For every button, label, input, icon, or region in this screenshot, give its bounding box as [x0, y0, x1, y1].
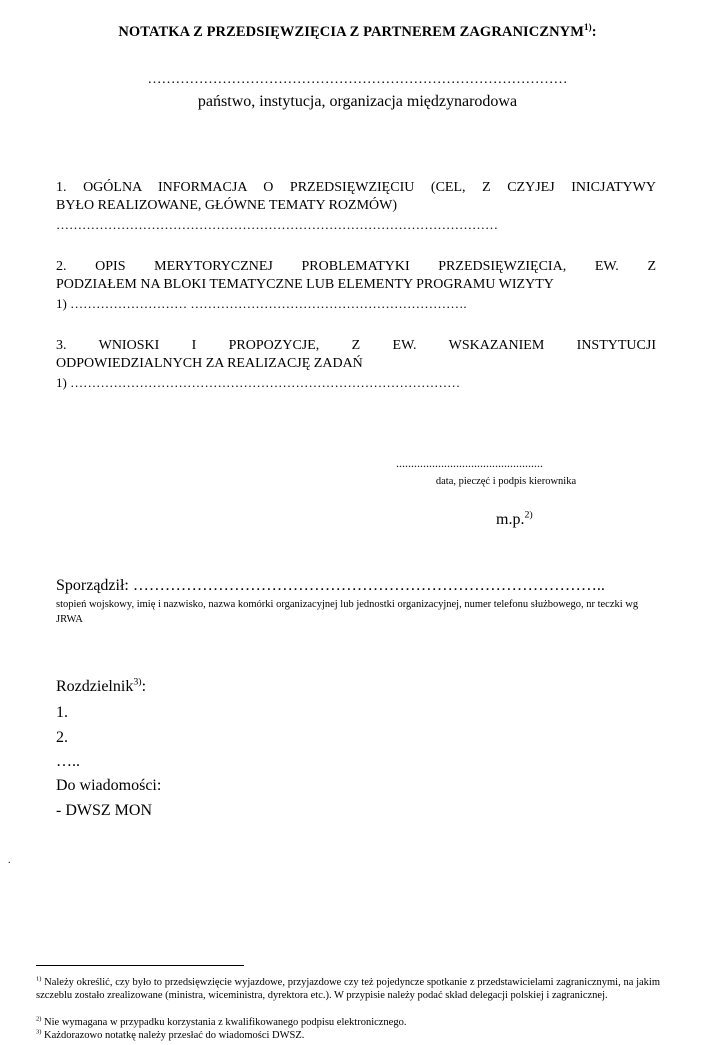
footnote-ref-1[interactable]: 1): [584, 22, 592, 33]
footnote-separator: [36, 965, 244, 966]
document-title-text: NOTATKA Z PRZEDSIĘWZIĘCIA Z PARTNEREM ZAGRANICZNYM: [118, 24, 585, 40]
footnote-ref-3[interactable]: 3): [133, 676, 142, 688]
distribution-item: …..: [56, 753, 80, 770]
distribution-item: 1.: [56, 704, 68, 721]
distribution-item: 2.: [56, 729, 68, 746]
signature-fill-line[interactable]: .................................................: [396, 456, 543, 470]
footnote-1: [36, 976, 660, 1002]
footnote-ref-2[interactable]: 2): [524, 509, 533, 521]
stamp-mark: [496, 511, 533, 529]
section-2-heading-line-2: PODZIAŁEM NA BLOKI TEMATYCZNE LUB ELEMENTY PROGRAMU WIZYTY: [56, 277, 554, 292]
footnote-1-text: Należy określić, czy było to przedsięwzięcie wyjazdowe, przyjazdowe czy też pojedyncze spotkanie z przedstawicielami zagranicznymi, na jakim szczeblu zostało zrealizowane (ministra, wiceministra, dyrektora etc.). W przypisie należy podać skład delegacji polskiej i zagranicznej.: [36, 977, 660, 1001]
section-2-fill-line[interactable]: 1) ……………………… ……………………………………………………….: [56, 296, 467, 311]
footnote-3: [36, 1029, 660, 1042]
section-3-heading-line-2: ODPOWIEDZIALNYCH ZA REALIZACJĘ ZADAŃ: [56, 356, 363, 371]
section-2-heading-line-1: 2. OPIS MERYTORYCZNEJ PROBLEMATYKI PRZEDSIĘWZIĘCIA, EW. Z: [56, 259, 656, 274]
margin-mark: .: [8, 855, 11, 866]
footnote-2-mark: 2): [36, 1015, 42, 1023]
section-1-heading-line-2: BYŁO REALIZOWANE, GŁÓWNE TEMATY ROZMÓW): [56, 198, 398, 213]
partner-label: państwo, instytucja, organizacja międzynarodowa: [197, 93, 518, 110]
footnote-2: [36, 1016, 660, 1029]
distribution-heading-colon: :: [141, 678, 147, 695]
stamp-mark-text: m.p.: [496, 511, 525, 528]
section-1-fill-line[interactable]: …………………………………………………………………………………………: [56, 217, 498, 232]
partner-fill-line[interactable]: ………………………………………………………………………………: [147, 72, 568, 87]
distribution-heading: [56, 678, 146, 696]
section-3-fill-line[interactable]: 1) ………………………………………………………………………………: [56, 375, 461, 390]
section-1-heading-line-1: 1. OGÓLNA INFORMACJA O PRZEDSIĘWZIĘCIU (CEL, Z CZYJEJ INICJATYWY: [56, 180, 656, 195]
signature-label: data, pieczęć i podpis kierownika: [435, 476, 577, 487]
prepared-by-fill[interactable]: ……………………………………………………………………………..: [132, 577, 605, 594]
footnote-1-mark: 1): [36, 975, 42, 983]
footnote-3-text: Każdorazowo notatkę należy przesłać do wiadomości DWSZ.: [41, 1030, 305, 1041]
prepared-by-description: stopień wojskowy, imię i nazwisko, nazwa komórki organizacyjnej lub jednostki organizacyjnej, numer telefonu służbowego, nr teczki wg JRWA: [56, 599, 639, 625]
for-information-item: - DWSZ MON: [56, 802, 152, 819]
prepared-by-line: [56, 577, 676, 595]
document-title-colon: :: [591, 24, 597, 40]
for-information-label: Do wiadomości:: [56, 777, 162, 794]
distribution-heading-text: Rozdzielnik: [56, 678, 134, 695]
footnote-3-mark: 3): [36, 1028, 42, 1036]
footnote-2-text: Nie wymagana w przypadku korzystania z kwalifikowanego podpisu elektronicznego.: [41, 1017, 407, 1028]
prepared-by-label: Sporządził:: [56, 577, 133, 594]
document-title: [0, 24, 715, 41]
section-3-heading-line-1: 3. WNIOSKI I PROPOZYCJE, Z EW. WSKAZANIEM INSTYTUCJI: [56, 338, 656, 353]
